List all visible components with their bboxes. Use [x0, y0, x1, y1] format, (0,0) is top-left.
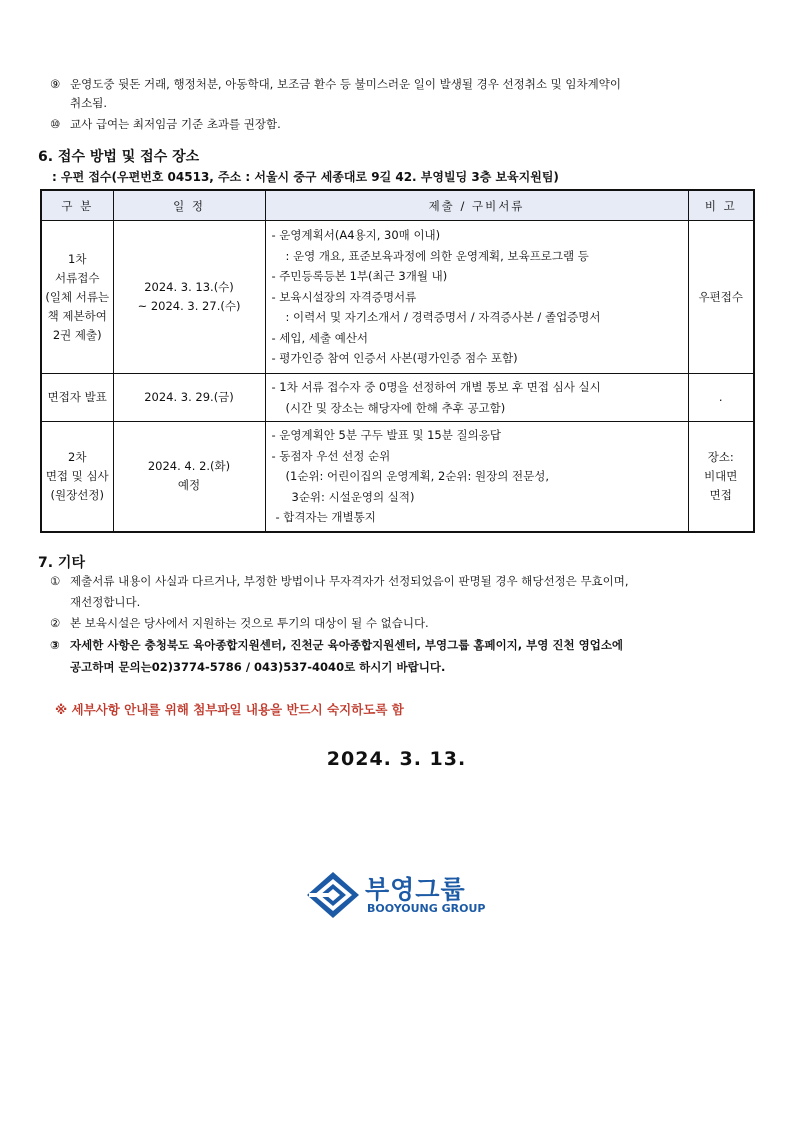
documents-cell: [265, 374, 688, 422]
schedule-cell: 2024. 3. 29.(금): [113, 374, 265, 422]
item-text: 운영도중 뒷돈 거래, 행정처분, 아동학대, 보조금 환수 등 불미스러운 일이 발생될 경우 선정취소 및 임차계약이: [70, 77, 621, 91]
schedule-cell: [113, 422, 265, 532]
division-line: 2권 제출): [52, 327, 102, 342]
division-line: 1차: [68, 251, 87, 266]
etc-item-1-cont: 재선정합니다.: [70, 595, 141, 609]
item-number: ③: [50, 638, 60, 652]
division-cell: [41, 221, 113, 374]
division-line: 2차: [68, 449, 87, 464]
header-documents: 제출 / 구비서류: [265, 190, 688, 221]
etc-item-1: [50, 572, 629, 590]
header-note: 비 고: [688, 190, 754, 221]
doc-line: - 주민등록등본 1부(최근 3개월 내): [271, 269, 448, 284]
doc-line: - 평가인증 참여 인증서 사본(평가인증 점수 포함): [271, 351, 518, 366]
item-number: ②: [50, 616, 61, 630]
doc-line: - 운영계획안 5분 구두 발표 및 15분 질의응답: [271, 428, 501, 442]
doc-line: - 세입, 세출 예산서: [271, 330, 369, 345]
logo-english-name: BOOYOUNG GROUP: [367, 902, 486, 915]
doc-line: 3순위: 시설운영의 실적): [291, 489, 415, 504]
section-6-title: 6. 접수 방법 및 접수 장소: [38, 149, 200, 165]
division-cell: [41, 422, 113, 532]
note-cell: [688, 422, 754, 532]
note-line: 장소:: [707, 449, 734, 464]
table-row-interview-announcement: [41, 374, 754, 422]
etc-item-2: [50, 614, 429, 632]
schedule-cell: [113, 221, 265, 374]
table-row-interview: [41, 422, 754, 532]
doc-line: : 운영 개요, 표준보육과정에 의한 운영계획, 보육프로그램 등: [285, 248, 589, 263]
header-division: 구 분: [41, 190, 113, 221]
notice-text: ※ 세부사항 안내를 위해 첨부파일 내용을 반드시 숙지하도록 함: [55, 702, 404, 717]
doc-line: - 동점자 우선 선정 순위: [271, 448, 391, 463]
schedule-line: 예정: [177, 478, 201, 493]
division-line: 서류접수: [55, 270, 100, 285]
intro-item-9: [50, 76, 621, 92]
logo-korean-name: 부영그룹: [365, 875, 466, 904]
schedule-line: 2024. 3. 13.(수): [144, 280, 234, 294]
intro-item-10: [50, 116, 281, 132]
doc-line: (1순위: 어린이집의 운영계획, 2순위: 원장의 전문성,: [285, 469, 550, 483]
submission-table: [40, 189, 755, 533]
note-line: 비대면: [704, 468, 738, 483]
item-text: 본 보육시설은 당사에서 지원하는 것으로 투기의 대상이 될 수 없습니다.: [70, 616, 429, 630]
doc-line: - 1차 서류 접수자 중 0명을 선정하여 개별 통보 후 면접 심사 실시: [271, 380, 601, 394]
schedule-line: 2024. 4. 2.(화): [147, 459, 231, 474]
item-number: ①: [50, 574, 61, 588]
doc-line: (시간 및 장소는 해당자에 한해 추후 공고함): [285, 400, 506, 415]
item-text: 자세한 사항은 충청북도 육아종합지원센터, 진천군 육아종합지원센터, 부영그룹 홈페이지, 부영 진천 영업소에: [70, 638, 624, 652]
etc-item-3: [50, 636, 623, 654]
table-row-document-screening: [41, 221, 754, 374]
note-line: 면접: [709, 487, 732, 502]
item-number: ⑨: [50, 77, 61, 91]
division-line: (일체 서류는: [45, 289, 110, 304]
note-cell: .: [688, 374, 754, 422]
item-number: ⑩: [50, 117, 61, 131]
item-text: 교사 급여는 최저임금 기준 초과를 권장함.: [70, 117, 281, 131]
schedule-line: ~ 2024. 3. 27.(수): [137, 299, 241, 313]
documents-cell: [265, 422, 688, 532]
item-text: 제출서류 내용이 사실과 다르거나, 부정한 방법이나 무자격자가 선정되었음이 판명될 경우 해당선정은 무효이며,: [70, 574, 629, 588]
division-line: (원장선정): [50, 487, 104, 502]
table-header-row: [41, 190, 754, 221]
division-line: 면접 및 심사: [45, 468, 109, 483]
company-logo: [305, 870, 505, 920]
etc-item-3-cont: 공고하며 문의는02)3774-5786 / 043)537-4040로 하시기 바랍니다.: [70, 660, 446, 674]
doc-line: - 운영계획서(A4용지, 30매 이내): [271, 228, 441, 243]
section-6-subtitle: : 우편 접수(우편번호 04513, 주소 : 서울시 중구 세종대로 9길 42. 부영빌딩 3층 보육지원팀): [52, 170, 559, 184]
doc-line: - 보육시설장의 자격증명서류: [271, 289, 417, 304]
document-date: 2024. 3. 13.: [326, 748, 467, 770]
doc-line: - 합격자는 개별통지: [275, 510, 376, 524]
intro-item-9-cont: 취소됨.: [70, 96, 107, 110]
note-cell: 우편접수: [688, 221, 754, 374]
doc-line: : 이력서 및 자기소개서 / 경력증명서 / 자격증사본 / 졸업증명서: [285, 310, 601, 325]
booyoung-diamond-logo-icon: [305, 870, 361, 920]
section-7-title: 7. 기타: [38, 555, 85, 571]
division-line: 책 제본하여: [47, 308, 107, 323]
division-cell: 면접자 발표: [41, 374, 113, 422]
header-schedule: 일 정: [113, 190, 265, 221]
documents-cell: [265, 221, 688, 374]
